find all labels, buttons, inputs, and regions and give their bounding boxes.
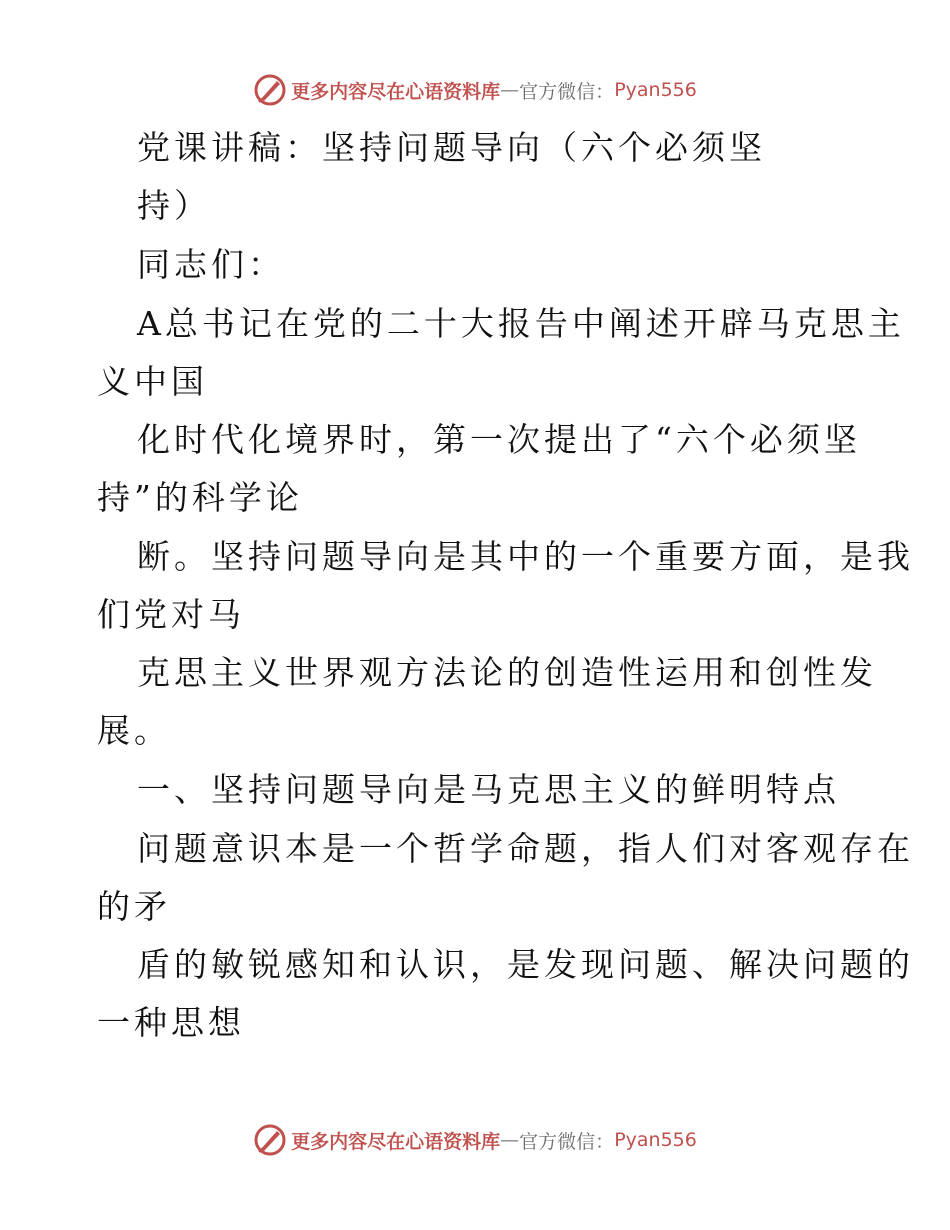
section-heading: 一、坚持问题导向是马克思主义的鲜明特点 xyxy=(137,770,840,809)
paragraph-line: 展。 xyxy=(97,711,171,750)
quill-pen-logo-icon xyxy=(253,1123,287,1157)
banner-wechat-id: Pyan556 xyxy=(614,1129,697,1151)
paragraph-line: 问题意识本是一个哲学命题，指人们对客观存在 xyxy=(137,829,914,868)
document-title-line-1: 党课讲稿：坚持问题导向（六个必须坚 xyxy=(137,128,766,167)
paragraph-line: 克思主义世界观方法论的创造性运用和创性发 xyxy=(137,653,877,692)
banner-wechat-label: 官方微信： xyxy=(519,80,615,103)
banner-title: 更多内容尽在心语资料库 xyxy=(291,80,501,103)
greeting: 同志们： xyxy=(137,245,285,284)
banner-wechat-label: 官方微信： xyxy=(519,1130,615,1153)
paragraph-line: 盾的敏锐感知和认识，是发现问题、解决问题的 xyxy=(137,945,914,984)
paragraph-line: 持”的科学论 xyxy=(97,478,303,517)
paragraph-line: 的矛 xyxy=(97,887,171,926)
paragraph-line: 一种思想 xyxy=(97,1003,245,1042)
header-banner xyxy=(0,70,950,110)
banner-title: 更多内容尽在心语资料库 xyxy=(291,1130,501,1153)
document-title-line-2: 持） xyxy=(137,186,211,225)
banner-separator: — xyxy=(500,1129,520,1151)
quill-pen-logo-icon xyxy=(253,73,287,107)
paragraph-line: A总书记在党的二十大报告中阐述开辟马克思主 xyxy=(137,304,905,343)
banner-separator: — xyxy=(500,79,520,101)
footer-banner xyxy=(0,1120,950,1160)
paragraph-line: 化时代化境界时，第一次提出了“六个必须坚 xyxy=(137,420,861,459)
paragraph-line: 义中国 xyxy=(97,362,208,401)
banner-wechat-id: Pyan556 xyxy=(614,79,697,101)
paragraph-line: 断。坚持问题导向是其中的一个重要方面，是我 xyxy=(137,537,914,576)
paragraph-line: 们党对马 xyxy=(97,595,245,634)
